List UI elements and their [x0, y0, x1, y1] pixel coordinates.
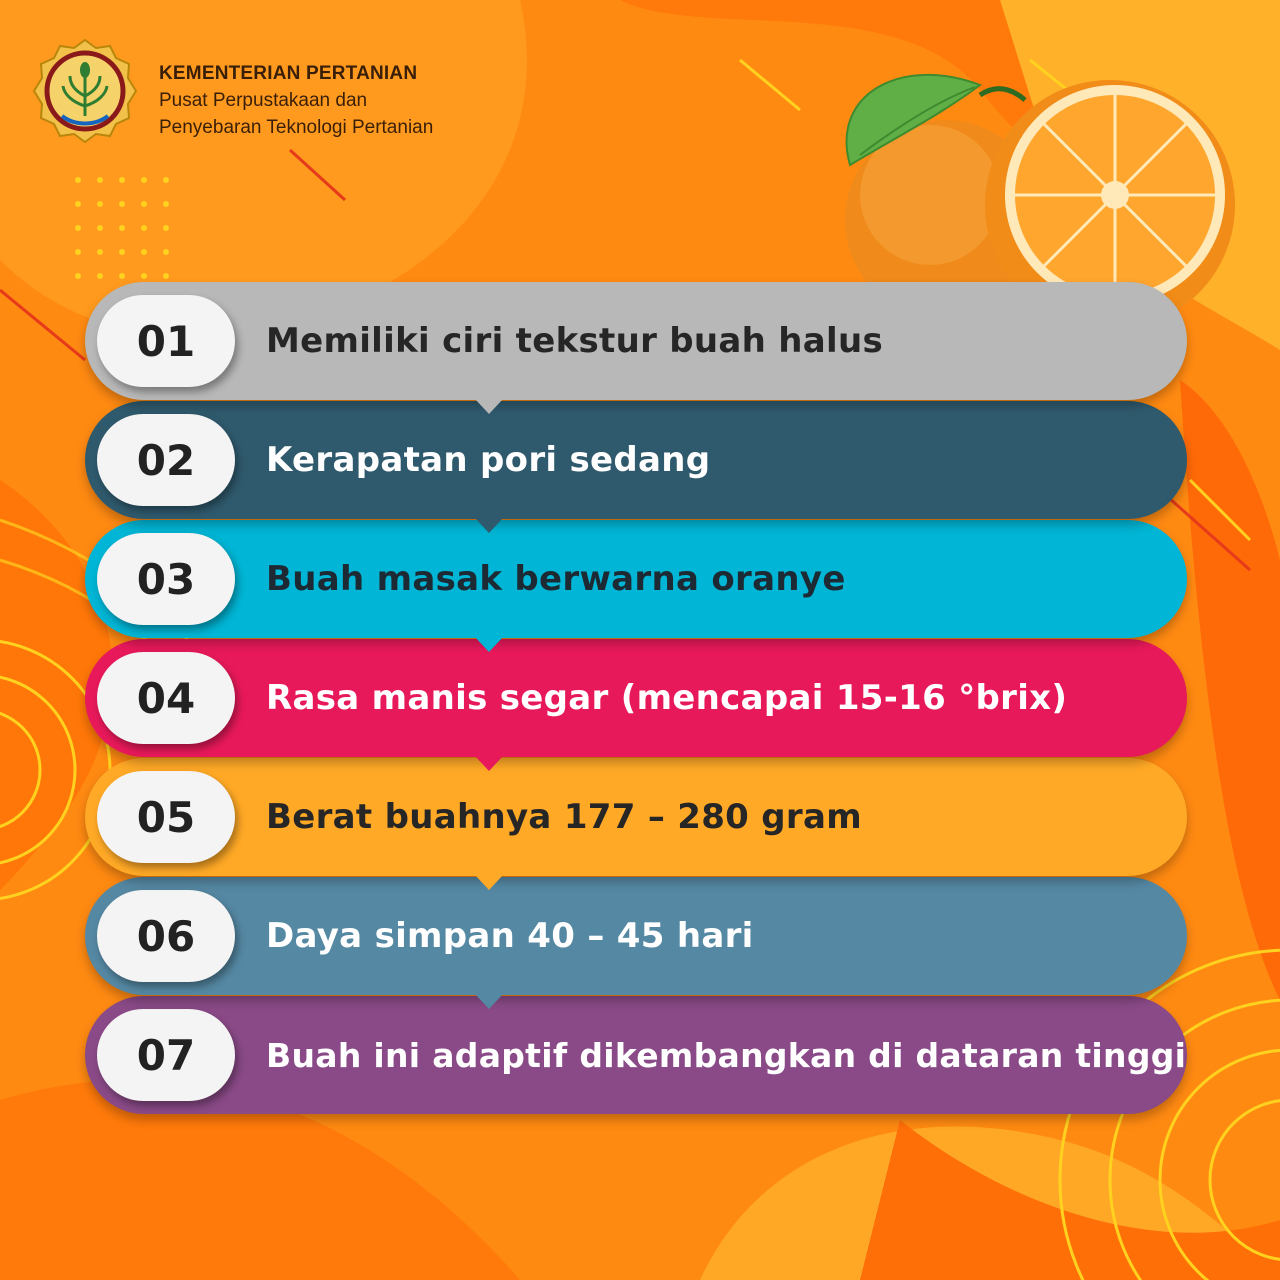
item-text: Buah masak berwarna oranye: [266, 559, 846, 599]
row-pointer: [475, 756, 503, 771]
list-item: [85, 996, 1187, 1114]
row-pointer: [475, 518, 503, 533]
list-item: [85, 877, 1187, 995]
list-item: [85, 758, 1187, 876]
item-number-badge: 05: [97, 771, 235, 863]
row-pointer: [475, 875, 503, 890]
item-text: Daya simpan 40 – 45 hari: [266, 916, 754, 956]
item-number-badge: 04: [97, 652, 235, 744]
organization-name: [159, 60, 433, 141]
item-number-badge: 01: [97, 295, 235, 387]
item-number-badge: 06: [97, 890, 235, 982]
item-number-badge: 07: [97, 1009, 235, 1101]
center-name-line2: Penyebaran Teknologi Pertanian: [159, 117, 434, 138]
item-text: Memiliki ciri tekstur buah halus: [266, 321, 884, 361]
row-pointer: [475, 399, 503, 414]
row-pointer: [475, 637, 503, 652]
center-name-line1: Pusat Perpustakaan dan: [159, 90, 368, 111]
row-pointer: [475, 994, 503, 1009]
item-text: Kerapatan pori sedang: [266, 440, 711, 480]
ministry-name: KEMENTERIAN PERTANIAN: [159, 63, 418, 84]
list-item: [85, 401, 1187, 519]
item-text: Buah ini adaptif dikembangkan di dataran tinggi: [266, 1035, 1187, 1075]
item-text: Rasa manis segar (mencapai 15-16 °brix): [266, 678, 1068, 718]
list-item: [85, 639, 1187, 757]
item-text: Berat buahnya 177 – 280 gram: [266, 797, 862, 837]
item-number-badge: 02: [97, 414, 235, 506]
list-item: [85, 282, 1187, 400]
item-number-badge: 03: [97, 533, 235, 625]
list-item: [85, 520, 1187, 638]
ministry-logo-icon: [30, 36, 140, 146]
